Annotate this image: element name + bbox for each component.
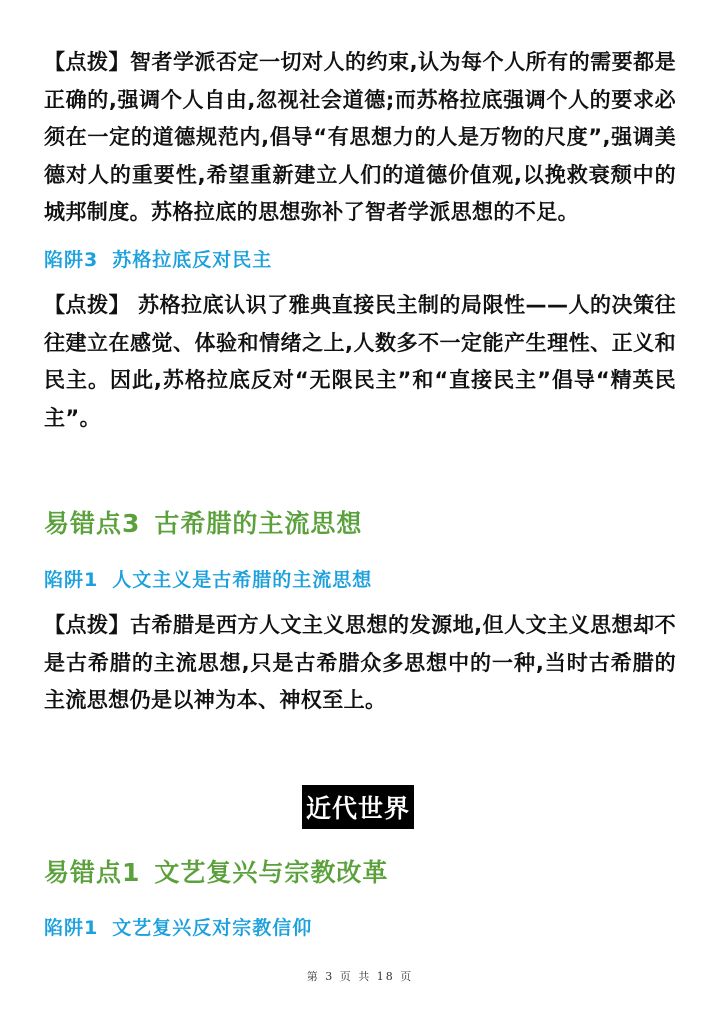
paragraph-socrates-democracy: 【点拨】 苏格拉底认识了雅典直接民主制的局限性——人的决策往往建立在感觉、体验和情绪之上,人数多不一定能产生理性、正义和民主。因此,苏格拉底反对“无限民主”和“直接民主”倡导“精英民主”。 [44, 293, 676, 430]
trap-heading-humanism [44, 566, 676, 594]
trap-title: 文艺复兴反对宗教信仰 [112, 917, 313, 939]
trap-number: 陷阱1 [44, 569, 99, 591]
trap-number: 陷阱1 [44, 917, 99, 939]
error-point-title: 古希腊的主流思想 [154, 509, 363, 538]
paragraph-humanism: 【点拨】古希腊是西方人文主义思想的发源地,但人文主义思想却不是古希腊的主流思想,只是古希腊众多思想中的一种,当时古希腊的主流思想仍是以神为本、神权至上。 [44, 613, 676, 712]
error-point-heading-renaissance [44, 856, 676, 890]
section-title-modern-world: 近代世界 [302, 785, 414, 829]
error-point-number: 易错点3 [44, 509, 141, 538]
trap-heading-renaissance-religion [44, 914, 676, 942]
error-point-heading-greek-thought [44, 507, 676, 541]
trap-title: 人文主义是古希腊的主流思想 [112, 569, 373, 591]
trap-title: 苏格拉底反对民主 [112, 249, 273, 271]
paragraph-sophists-vs-socrates: 【点拨】智者学派否定一切对人的约束,认为每个人所有的需要都是正确的,强调个人自由,忽视社会道德;而苏格拉底强调个人的要求必须在一定的道德规范内,倡导“有思想力的人是万物的尺度”,强调美德对人的重要性,希望重新建立人们的道德价值观,以挽救衰颓中的城邦制度。苏格拉底的思想弥补了智者学派思想的不足。 [44, 50, 676, 224]
trap-number: 陷阱3 [44, 249, 99, 271]
trap-heading-socrates-democracy [44, 246, 676, 274]
error-point-title: 文艺复兴与宗教改革 [154, 858, 389, 887]
error-point-number: 易错点1 [44, 858, 141, 887]
page-footer: 第 3 页 共 18 页 [306, 970, 414, 983]
